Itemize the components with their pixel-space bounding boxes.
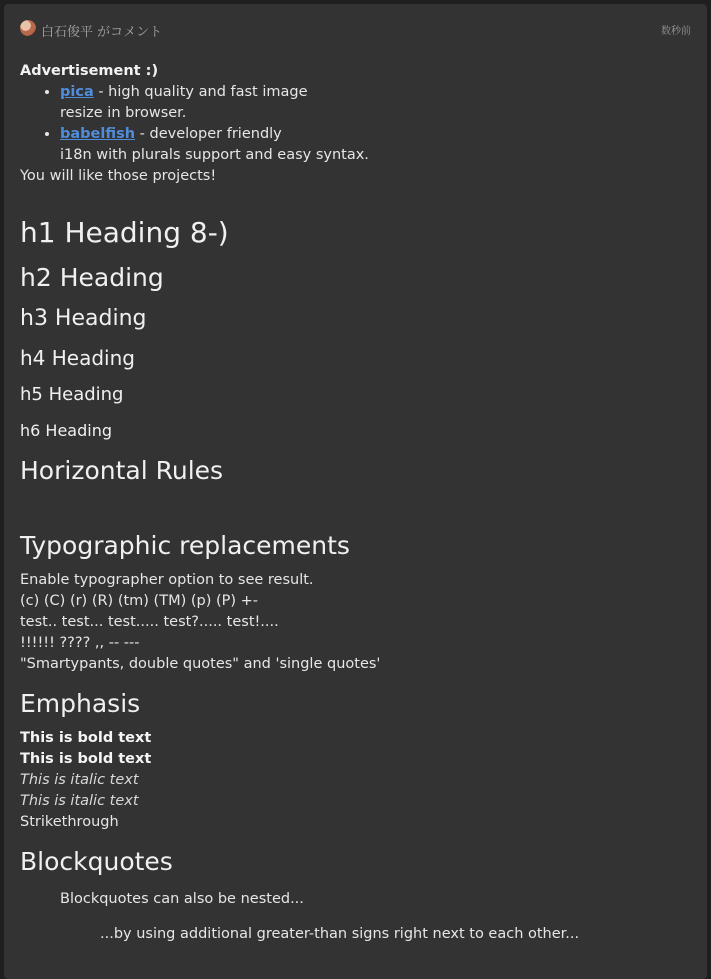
advertisement-list (20, 82, 680, 166)
typographic-line: "Smartypants, double quotes" and 'single quotes' (20, 655, 381, 672)
babelfish-link[interactable]: babelfish (60, 126, 136, 142)
blockquotes-heading: Blockquotes (20, 846, 173, 876)
avatar[interactable] (20, 20, 36, 36)
emphasis-heading: Emphasis (20, 688, 141, 718)
nested-blockquote: ...by using additional greater-than signs right next to each other... (100, 925, 580, 942)
typographic-line: Enable typographer option to see result. (20, 571, 314, 588)
h3-heading: h3 Heading (20, 305, 147, 331)
h5-heading: h5 Heading (20, 383, 124, 405)
h2-heading: h2 Heading (20, 262, 164, 292)
advertisement-footer: You will like those projects! (20, 168, 217, 184)
list-item-text: resize in browser. (60, 105, 187, 121)
typographic-line: test.. test... test..... test?..... test!.... (20, 613, 279, 630)
list-item-text: - high quality and fast image (93, 84, 308, 100)
italic-text: This is italic text (20, 792, 139, 809)
bold-text: This is bold text (20, 729, 152, 746)
strikethrough-text: Strikethrough (20, 813, 119, 830)
list-item-text: - developer friendly (135, 126, 282, 142)
comment-body (20, 61, 680, 945)
bold-text: This is bold text (20, 750, 152, 767)
comment-card (4, 4, 707, 979)
list-item (60, 82, 680, 124)
horizontal-rules-heading: Horizontal Rules (20, 455, 224, 485)
emphasis-paragraph (20, 728, 680, 833)
blockquote: Blockquotes can also be nested... (60, 890, 304, 907)
author-label[interactable]: 白石俊平 がコメント (41, 25, 163, 40)
typographic-paragraph (20, 570, 680, 675)
list-item (60, 124, 680, 166)
h4-heading: h4 Heading (20, 345, 135, 370)
italic-text: This is italic text (20, 771, 139, 788)
pica-link[interactable]: pica (60, 84, 94, 100)
typographic-heading: Typographic replacements (20, 530, 350, 560)
typographic-line: !!!!!! ???? ,, -- --- (20, 634, 140, 651)
typographic-line: (c) (C) (r) (R) (tm) (TM) (p) (P) +- (20, 592, 259, 609)
advertisement-title: Advertisement :) (20, 63, 159, 79)
timestamp: 数秒前 (661, 26, 691, 37)
h1-heading: h1 Heading 8-) (20, 216, 229, 249)
list-item-text: i18n with plurals support and easy syntax. (60, 147, 369, 163)
h6-heading: h6 Heading (20, 420, 112, 440)
comment-header (20, 20, 691, 38)
